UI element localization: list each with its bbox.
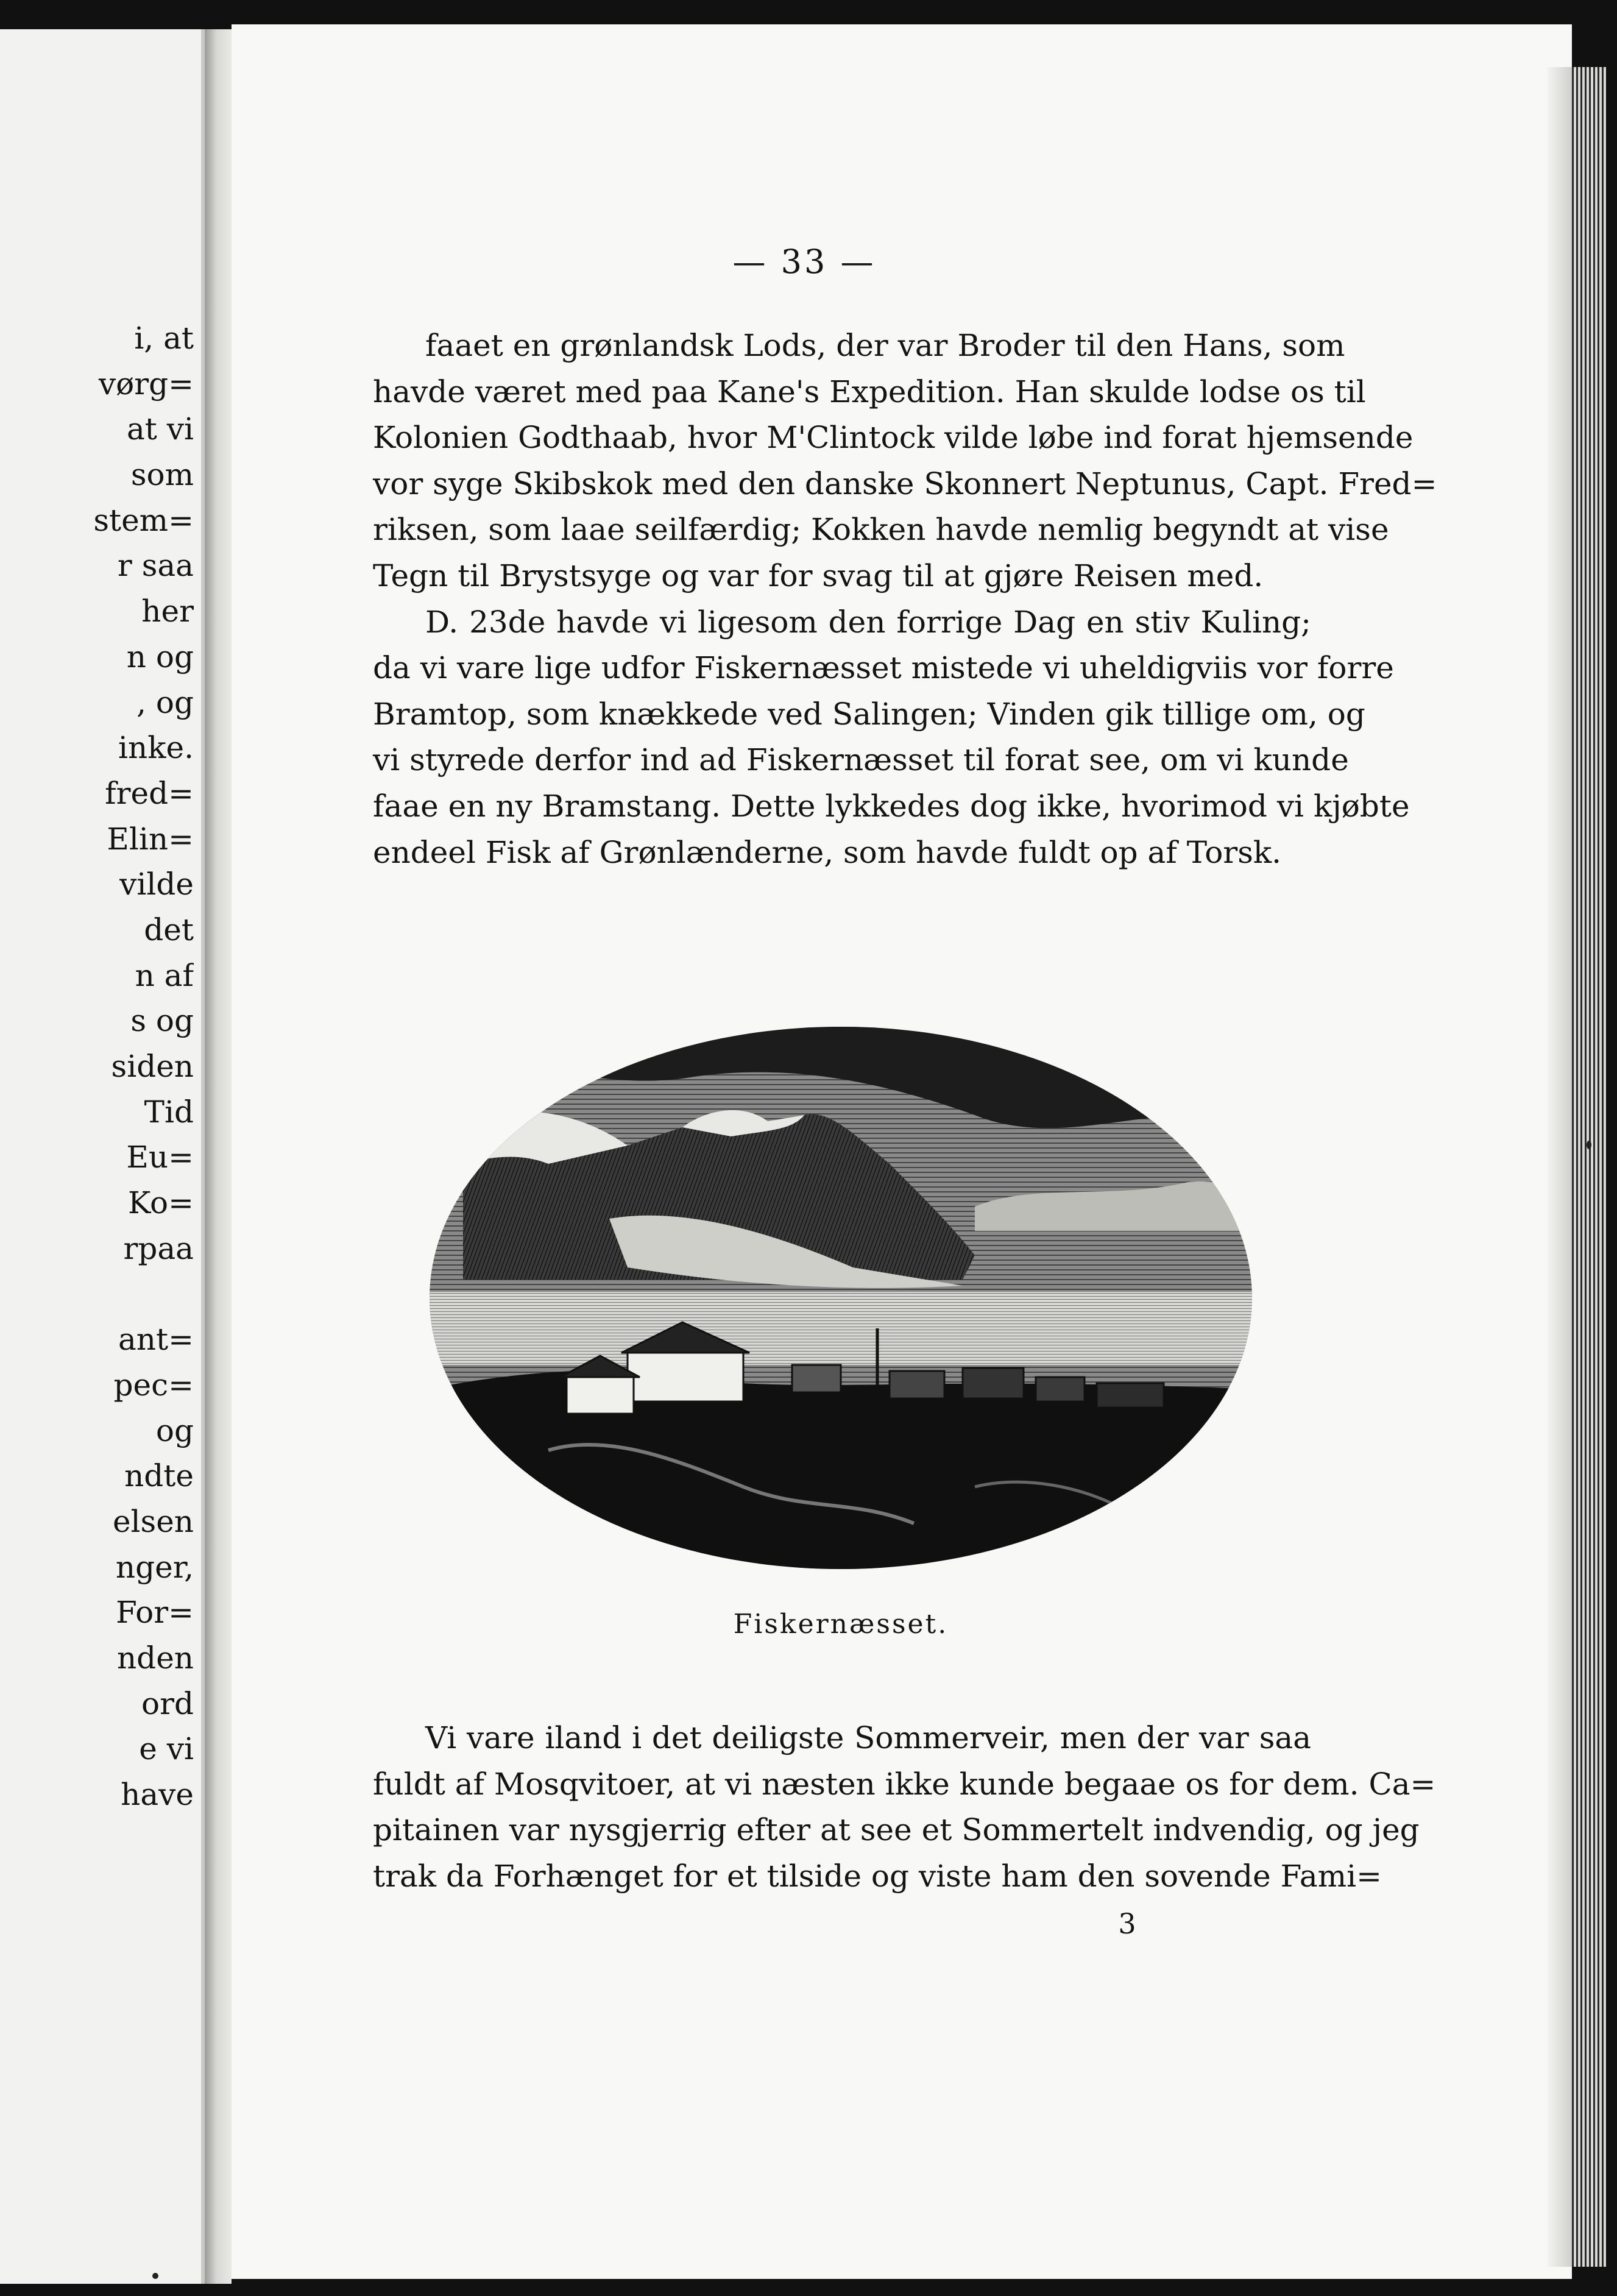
left-page-line: at vi bbox=[126, 411, 194, 447]
left-page-line: ndte bbox=[124, 1458, 194, 1494]
text-line: faaet en grønlandsk Lods, der var Broder til den Hans, som bbox=[425, 328, 1345, 363]
text-line: Kolonien Godthaab, hvor M'Clintock vilde løbe ind forat hjemsende bbox=[373, 420, 1414, 456]
left-page-line: det bbox=[144, 912, 194, 948]
ink-speck bbox=[152, 2273, 158, 2279]
text-line: fuldt af Mosqvitoer, at vi næsten ikke kunde begaae os for dem. Ca= bbox=[373, 1766, 1436, 1802]
left-page-line: Ko= bbox=[127, 1185, 194, 1221]
left-page-line: r saa bbox=[117, 548, 194, 584]
body-text-continued bbox=[373, 1715, 1436, 1899]
left-page-line: elsen bbox=[112, 1503, 194, 1539]
left-page-line: Elin= bbox=[107, 821, 194, 857]
page-number-header: — 33 — bbox=[732, 243, 876, 281]
left-page-line: , og bbox=[136, 684, 194, 720]
illustration-caption: Fiskernæsset. bbox=[733, 1609, 949, 1640]
body-text bbox=[373, 323, 1437, 876]
left-page-line: fred= bbox=[105, 775, 194, 811]
text-line: Tegn til Brystsyge og var for svag til at gjøre Reisen med. bbox=[373, 558, 1264, 593]
left-page-line: have bbox=[121, 1777, 194, 1812]
page-edge-shadow bbox=[1548, 67, 1572, 2267]
left-page-line: nden bbox=[116, 1640, 194, 1676]
signature-mark: 3 bbox=[1118, 1907, 1136, 1940]
text-line: da vi vare lige udfor Fiskernæsset mistede vi uheldigviis vor forre bbox=[373, 650, 1394, 686]
left-page-line: inke. bbox=[118, 730, 194, 766]
text-line: D. 23de havde vi ligesom den forrige Dag en stiv Kuling; bbox=[425, 604, 1311, 640]
left-page-line: ant= bbox=[118, 1322, 194, 1358]
left-page-line: stem= bbox=[93, 502, 194, 538]
book-gutter bbox=[205, 29, 232, 2284]
left-page-text bbox=[0, 316, 194, 1818]
fiskernaesset-engraving bbox=[426, 1024, 1255, 1572]
left-page-line: pec= bbox=[113, 1367, 194, 1403]
left-page-line: vørg= bbox=[98, 366, 194, 402]
text-line: faae en ny Bramstang. Dette lykkedes dog ikke, hvorimod vi kjøbte bbox=[373, 788, 1410, 824]
left-page-line: Eu= bbox=[126, 1139, 194, 1175]
left-page-line: ord bbox=[141, 1685, 194, 1721]
page-block-edge bbox=[1572, 67, 1606, 2267]
left-page-line: nger, bbox=[115, 1549, 194, 1585]
text-line: endeel Fisk af Grønlænderne, som havde fuldt op af Torsk. bbox=[373, 834, 1282, 870]
left-page-line: som bbox=[130, 457, 194, 493]
text-line: pitainen var nysgjerrig efter at see et Sommertelt indvendig, og jeg bbox=[373, 1812, 1420, 1848]
left-page-line: vilde bbox=[119, 866, 194, 902]
left-page-line: i, at bbox=[134, 321, 194, 356]
left-page-line: siden bbox=[111, 1049, 194, 1084]
left-page-line: e vi bbox=[139, 1731, 194, 1767]
text-line: vor syge Skibskok med den danske Skonnert Neptunus, Capt. Fred= bbox=[373, 466, 1437, 501]
left-page-line: rpaa bbox=[123, 1230, 194, 1266]
left-page-line: og bbox=[155, 1412, 194, 1448]
text-line: havde været med paa Kane's Expedition. Han skulde lodse os til bbox=[373, 374, 1366, 409]
left-page-line: Tid bbox=[144, 1094, 194, 1130]
text-line: Bramtop, som knækkede ved Salingen; Vinden gik tillige om, og bbox=[373, 696, 1365, 732]
text-line: riksen, som laae seilfærdig; Kokken havde nemlig begyndt at vise bbox=[373, 512, 1389, 548]
left-page-line bbox=[0, 1271, 194, 1317]
text-line: Vi vare iland i det deiligste Sommerveir, men der var saa bbox=[425, 1720, 1311, 1756]
fjord-water bbox=[426, 1292, 1255, 1365]
left-page-line: n af bbox=[135, 957, 194, 993]
left-page-line: For= bbox=[116, 1595, 194, 1631]
left-page bbox=[0, 29, 205, 2284]
left-page-line: her bbox=[141, 593, 194, 629]
left-page-line: n og bbox=[126, 639, 194, 675]
text-line: vi styrede derfor ind ad Fiskernæsset til forat see, om vi kunde bbox=[373, 742, 1349, 778]
left-page-line: s og bbox=[130, 1003, 194, 1039]
ink-speck bbox=[1587, 1141, 1591, 1149]
text-line: trak da Forhænget for et tilside og viste ham den sovende Fami= bbox=[373, 1858, 1382, 1894]
